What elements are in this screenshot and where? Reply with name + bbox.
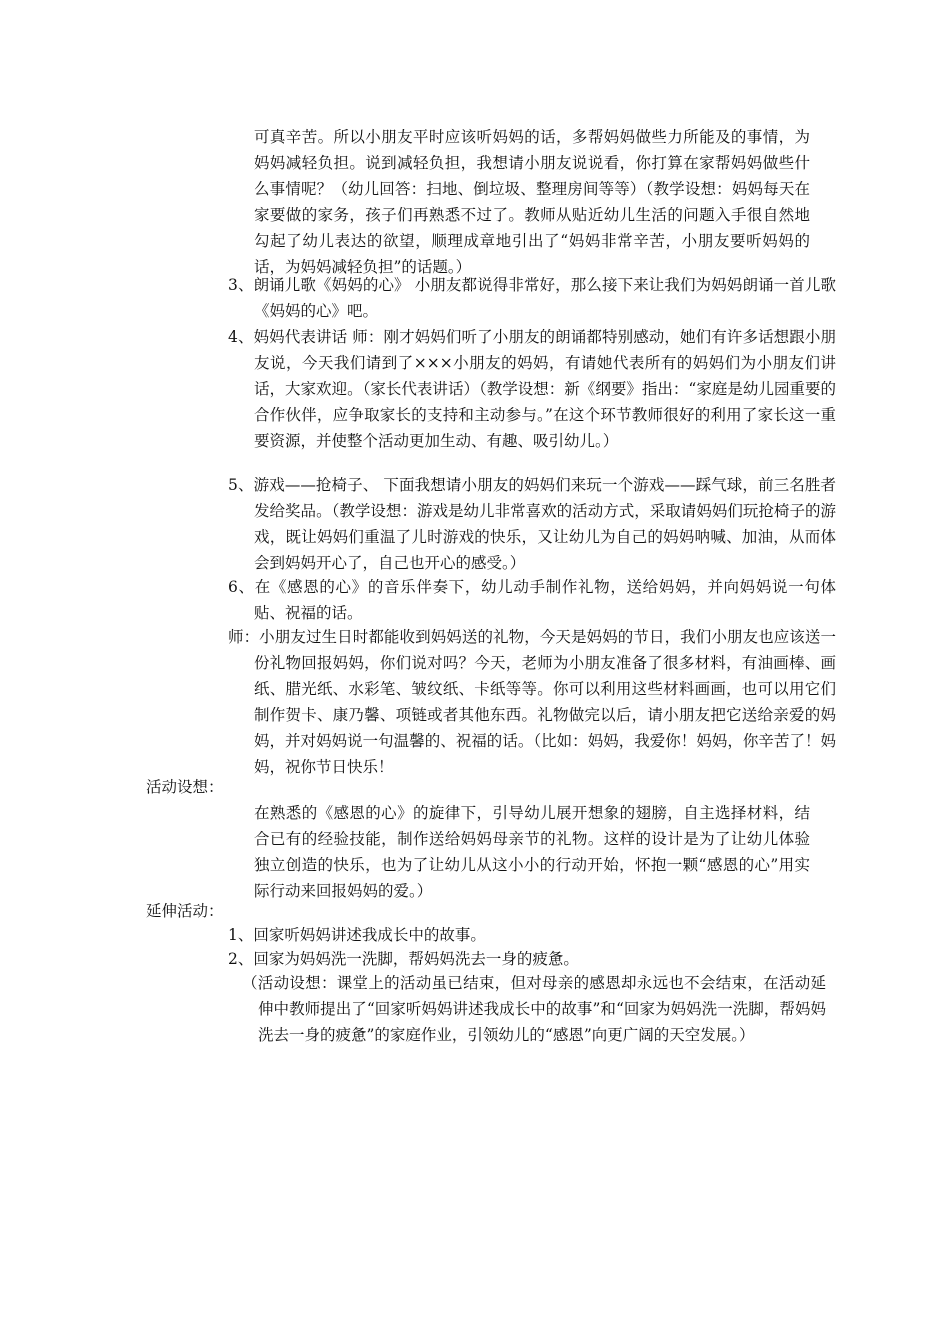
step-3-paragraph: 3、朗诵儿歌《妈妈的心》 小朋友都说得非常好，那么接下来让我们为妈妈朗诵一首儿歌《妈妈的心》吧。 xyxy=(228,276,836,320)
step-6-paragraph: 6、在《感恩的心》的音乐伴奏下，幼儿动手制作礼物，送给妈妈，并向妈妈说一句体贴、祝福的话。 xyxy=(228,578,836,622)
step-5-paragraph: 5、游戏——抢椅子、 下面我想请小朋友的妈妈们来玩一个游戏——踩气球，前三名胜者发给奖品。（教学设想：游戏是幼儿非常喜欢的活动方式，采取请妈妈们玩抢椅子的游戏，既让妈妈们重温了儿时游戏的快乐，又让幼儿为自己的妈妈呐喊、加油，从而体会到妈妈开心了，自己也开心的感受。） xyxy=(228,476,836,572)
continuation-paragraph: 可真辛苦。所以小朋友平时应该听妈妈的话，多帮妈妈做些力所能及的事情，为妈妈减轻负担。说到减轻负担，我想请小朋友说说看，你打算在家帮妈妈做些什么事情呢？（幼儿回答：扫地、倒垃圾、整理房间等等）（教学设想：妈妈每天在家要做的家务，孩子们再熟悉不过了。教师从贴近幼儿生活的问题入手很自然地勾起了幼儿表达的欲望，顺理成章地引出了“妈妈非常辛苦，小朋友要听妈妈的话，为妈妈减轻负担”的话题。） xyxy=(254,128,810,276)
extension-note-paragraph: （活动设想：课堂上的活动虽已结束，但对母亲的感恩却永远也不会结束，在活动延伸中教师提出了“回家听妈妈讲述我成长中的故事”和“回家为妈妈洗一洗脚，帮妈妈洗去一身的疲惫”的家庭作业，引领幼儿的“感恩”向更广阔的天空发展。） xyxy=(242,974,826,1044)
activity-design-heading: 活动设想： xyxy=(146,778,224,796)
step-4-paragraph: 4、妈妈代表讲话 师：刚才妈妈们听了小朋友的朗诵都特别感动，她们有许多话想跟小朋友说，今天我们请到了×××小朋友的妈妈，有请她代表所有的妈妈们为小朋友们讲话，大家欢迎。（家长代表讲话）（教学设想：新《纲要》指出：“家庭是幼儿园重要的合作伙伴，应争取家长的支持和主动参与。”在这个环节教师很好的利用了家长这一重要资源，并使整个活动更加生动、有趣、吸引幼儿。） xyxy=(228,328,836,450)
extension-item-2: 2、回家为妈妈洗一洗脚，帮妈妈洗去一身的疲惫。 xyxy=(228,950,579,968)
extension-item-1: 1、回家听妈妈讲述我成长中的故事。 xyxy=(228,926,486,944)
extension-activity-heading: 延伸活动： xyxy=(146,902,224,920)
teacher-speech-paragraph: 师：小朋友过生日时都能收到妈妈送的礼物，今天是妈妈的节日，我们小朋友也应该送一份礼物回报妈妈，你们说对吗？今天，老师为小朋友准备了很多材料，有油画棒、画纸、腊光纸、水彩笔、皱纹纸、卡纸等等。你可以利用这些材料画画，也可以用它们制作贺卡、康乃馨、项链或者其他东西。礼物做完以后，请小朋友把它送给亲爱的妈妈，并对妈妈说一句温馨的、祝福的话。（比如：妈妈，我爱你！妈妈，你辛苦了！妈妈，祝你节日快乐！ xyxy=(228,628,836,776)
activity-design-paragraph: 在熟悉的《感恩的心》的旋律下，引导幼儿展开想象的翅膀，自主选择材料，结合已有的经验技能，制作送给妈妈母亲节的礼物。这样的设计是为了让幼儿体验独立创造的快乐，也为了让幼儿从这小小的行动开始，怀抱一颗“感恩的心”用实际行动来回报妈妈的爱。） xyxy=(254,804,810,900)
